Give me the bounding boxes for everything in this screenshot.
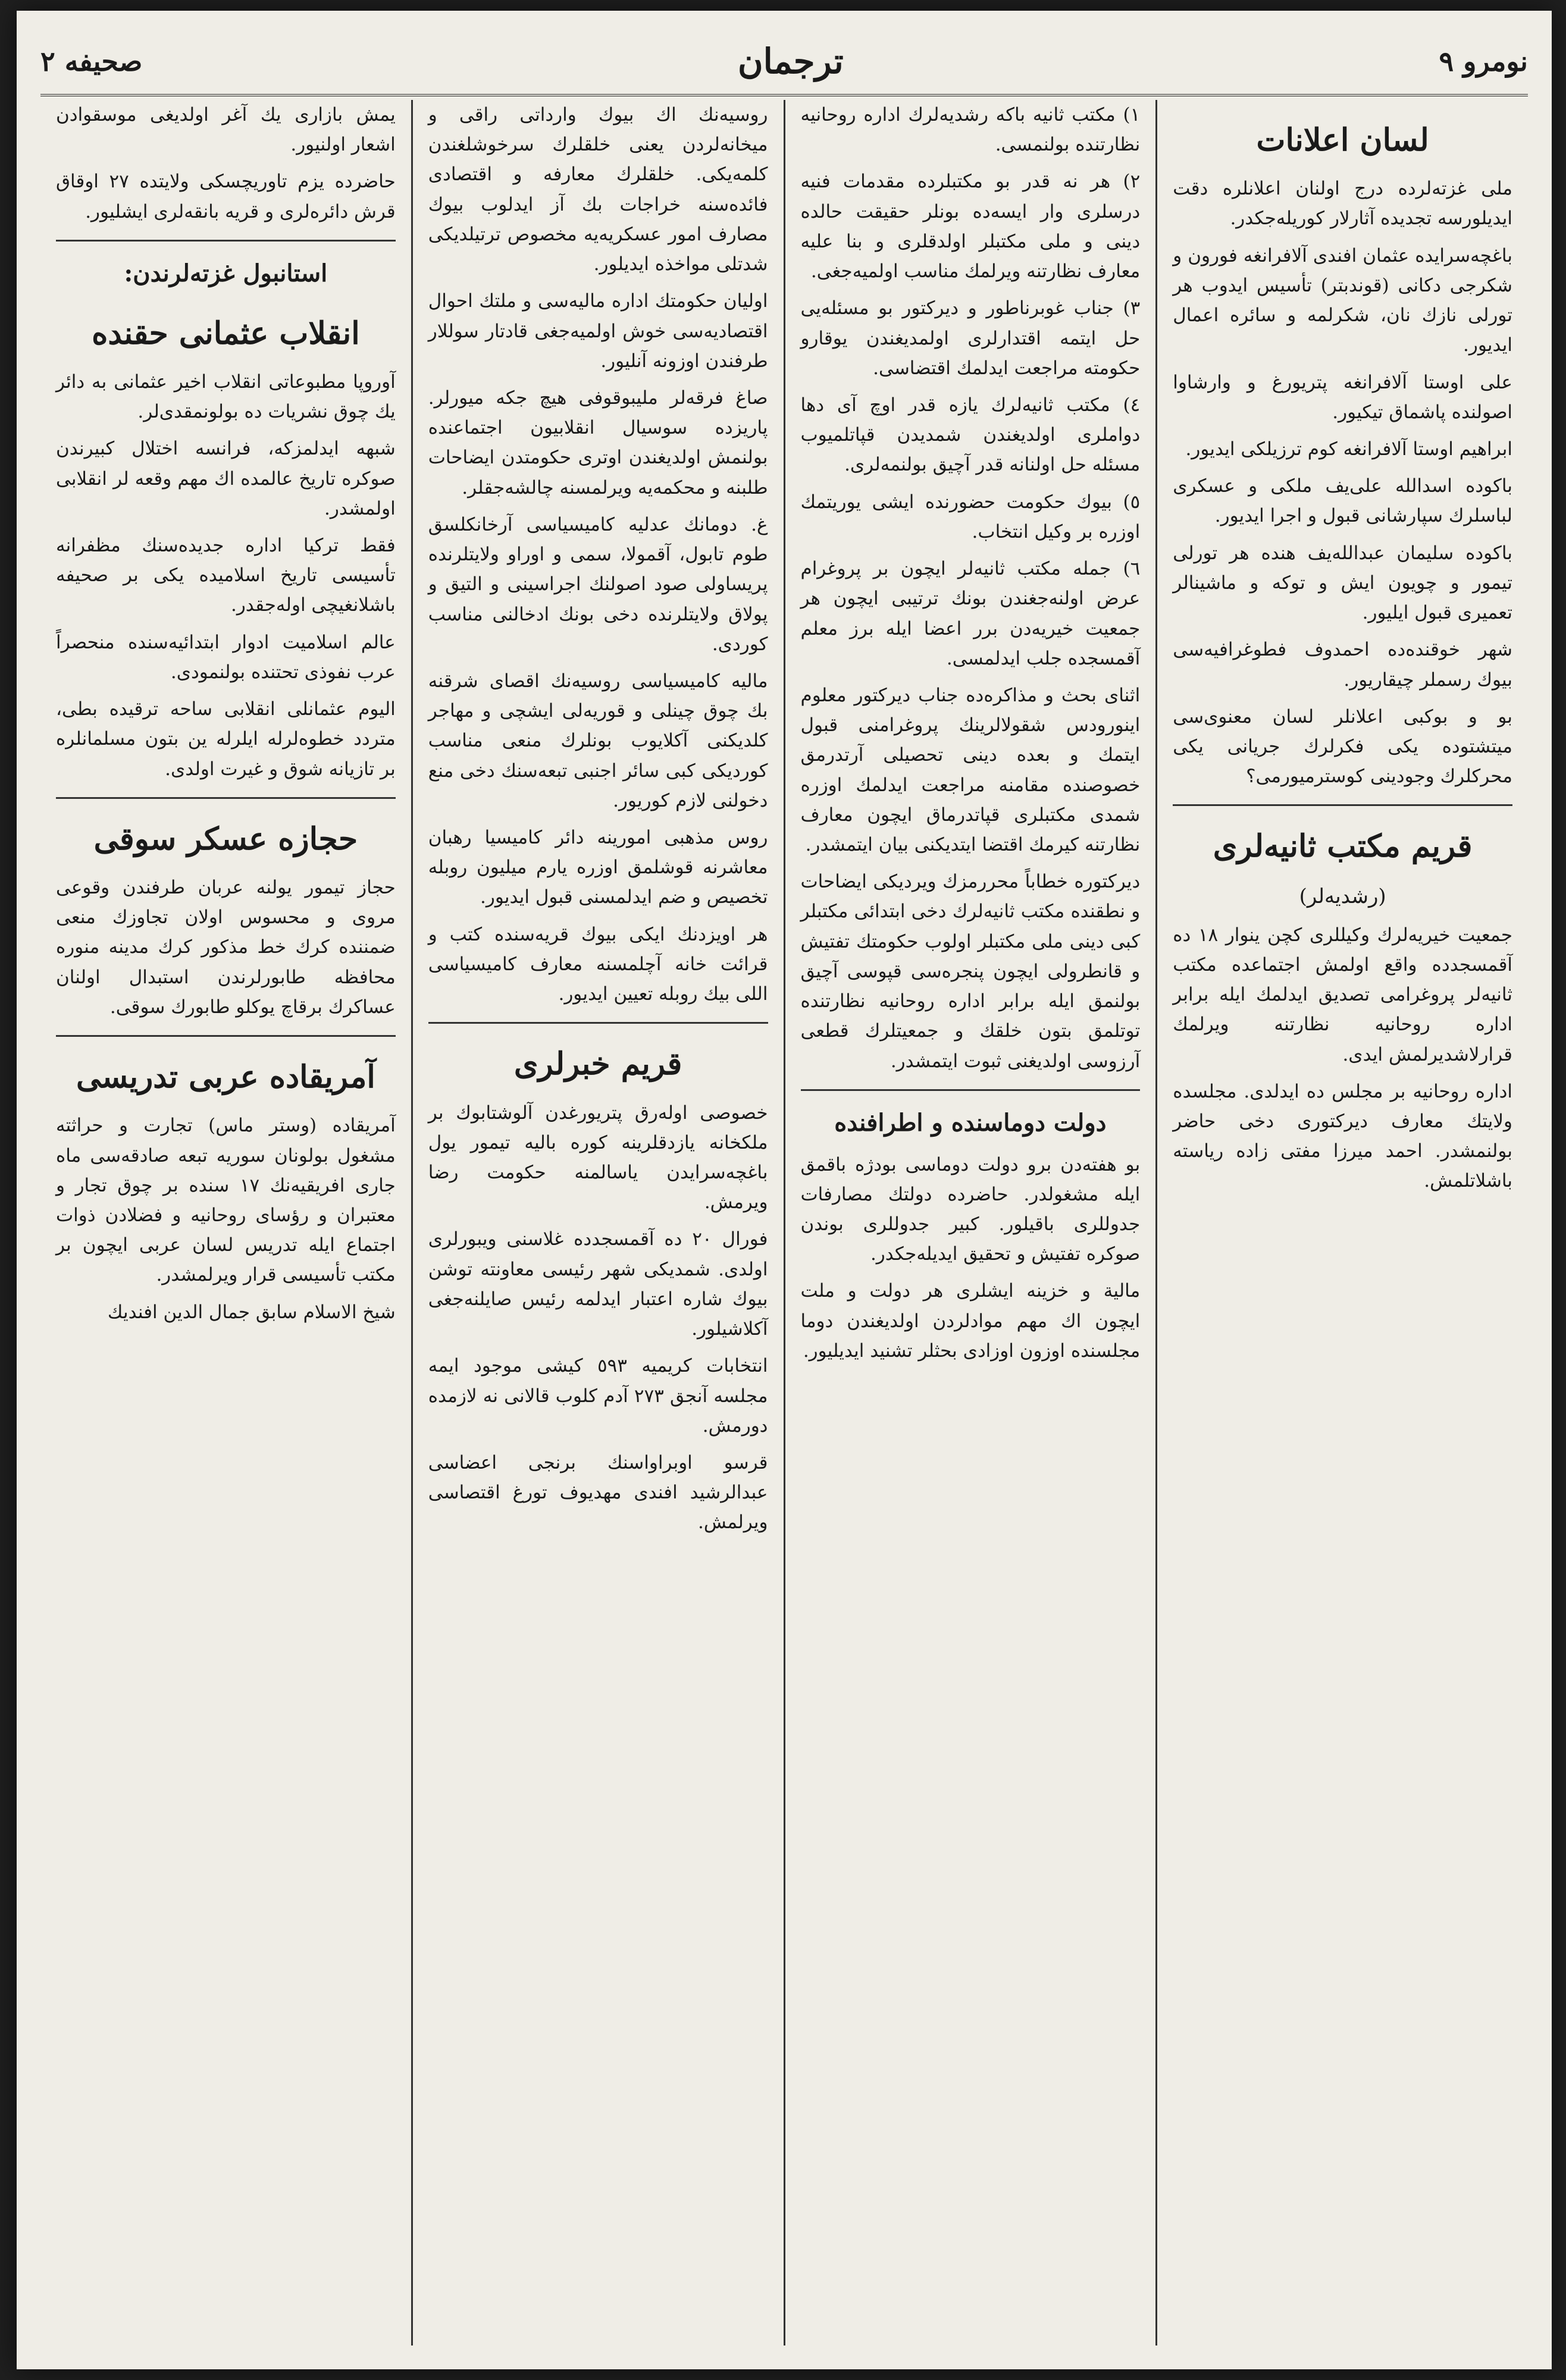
article-paragraph: هر اويزدنك ايكى بيوك قريه‌سنده كتب و قرائت خانه آچلمسنه معارف كاميسيا‌سى اللى بيك روبله تعيين ايديور. — [428, 923, 768, 1005]
ad-paragraph: ملى غزته‌لرده درج اولنان اعلانلره دقت ايديلورسه تجديده آثارلار كوريله‌جكدر. — [1173, 178, 1512, 230]
ad-paragraph: على اوستا آلافرانغه پتريورغ و وارشاوا اصولنده پاشماق تيكيور. — [1173, 371, 1512, 423]
article-paragraph: حاضرده يزم تاوريچسكى ولايتده ٢٧ اوقاق قرش دائره‌لرى و قريه بانقه‌لرى ايشليور. — [56, 171, 396, 222]
page-number: صحيفه ٢ — [40, 45, 143, 77]
article-paragraph: قرسو اوبراواسنك برنجى اعضاسى عبدالرشيد افندى مهديوف تورغ اقتصاسى ويرلمش. — [428, 1451, 768, 1534]
article-paragraph: حجاز تيمور يولنه عربان طرفندن وقوعى مروى و محسوس اولان تجاوزك منعى ضمننده كرك خط مذكور كرك مدينه منوره محافظه طابورلرندن استبدال اولنان عساكرك برقاچ يوكلو طابورك سوقى. — [56, 876, 396, 1018]
divider — [56, 1035, 396, 1037]
divider — [56, 240, 396, 242]
section-title-ottoman-revolution: انقلاب عثمانى حقنده — [92, 315, 360, 352]
section-title-ads: لسان اعلانات — [1256, 122, 1429, 158]
article-paragraph: ديركتوره خطاباً محررمزك ويرديكى ايضاحات و نطقنده مكتب ثانيه‌لرك دخى ابتدائى مكتبلر كبى دينى ملى مكتبلر اولوب حكومتك تفتيش و قانطرولى ايچون پنجره‌سى قپوسى آچيق بولنمق ايله برابر اداره روحانيه نظارتنده توتلمق بتون خلقك و جمعيتلرك قطعى آرزوسى اولديغنى ثبوت ايتمشدر. — [800, 871, 1141, 1072]
ad-paragraph: ابراهيم اوستا آلافرانغه كوم ترزيلكى ايديور. — [1185, 438, 1512, 460]
ad-paragraph: بو و بوكبى اعلانلر لسان معنوى‌سى ميتشتوده يكى فكرلرك جريانى يكى محركلرك وجودينى كوسترميورمى؟ — [1173, 705, 1512, 788]
issue-number: نومرو ٩ — [1439, 45, 1528, 77]
ad-paragraph: باكوده اسدالله على‌يف ملكى و عسكرى لباسلرك سپارشانى قبول و اجرا ايديور. — [1173, 475, 1512, 527]
article-paragraph: اليوم عثمانلى انقلابى ساحه ترقيده بطى، متردد خطوه‌لرله ايلرله ين بتون مسلمانلره بر تازيانه شوق و غيرت اولدى. — [56, 698, 396, 780]
article-paragraph: فقط تركيا اداره جديده‌سنك مظفرانه تأسيسى تاريخ اسلاميده يكى بر صحيفه باشلانغيچى اوله‌جقدر. — [56, 535, 396, 616]
masthead: ترجمان — [737, 41, 844, 81]
newspaper-page — [17, 11, 1552, 2369]
article-paragraph: ٢) هر نه قدر بو مكتبلرده مقدمات فنيه درسلرى وار ايسه‌ده بونلر حقيقت حالده دينى و ملى مكتبلر اولدقلرى و بنا عليه معارف نظارتنه ويرلمك مناسب اولميه‌جغى. — [800, 171, 1141, 283]
section-title-america-arabic: آمريقاده عربى تدريسى — [76, 1059, 375, 1096]
article-paragraph: يمش بازارى يك آغر اولديغى موسقوادن اشعار اولنيور. — [56, 104, 396, 156]
article-paragraph: روسيه‌نك اك بيوك وارداتى راقى و ميخانه‌لردن يعنى خلقلرك سرخوشلغندن كلمه‌يكى. خلقلرك معارفه و اقتصادى فائده‌سنه خراجات بك آز ايدلوب بيوك مصارف امور عسكريه‌يه مخصوص ترتيلديكى شدتلى مواخذه ايديلور. — [428, 104, 768, 275]
article-paragraph: آوروپا مطبوعاتى انقلاب اخير عثمانى به دائر يك چوق نشريات ده بولونمقدى‌لر. — [56, 371, 396, 423]
article-paragraph: اوليان حكومتك اداره ماليه‌سى و ملتك احوال اقتصاديه‌سى خوش اولميه‌جغى قادتار سوللار طرفندن اوزونه آنليور. — [428, 290, 768, 372]
columns — [40, 100, 1528, 2345]
page-header — [40, 29, 1528, 96]
article-paragraph: خصوصى اوله‌رق پتريورغدن آلوشتابوك بر ملكخانه يازدقلرينه كوره باليه تيمور يول باغچه‌سرايدن ياسالمنه حكومت رضا ويرمش. — [428, 1102, 768, 1213]
divider — [801, 1089, 1141, 1091]
article-paragraph: اداره روحانيه بر مجلس ده ايدلدى. مجلسده ولايتك معارف ديركتورى دخى حاضر بولنمشدر. احمد ميرزا مفتى زاده رياسته باشلاتلمش. — [1173, 1080, 1512, 1192]
article-paragraph: ٣) جناب غوبرناطور و ديركتور بو مسئله‌يى حل ايتمه اقتدارلرى اولمديغندن يوقارو حكومته مراجعت ايدلمك اقتضاسى. — [800, 297, 1141, 379]
article-paragraph: آمريقاده (وستر ماس) تجارت و حراثته مشغول بولونان سوريه تبعه صادقه‌سى ماه جارى افريقيه‌نك ١٧ سنده بر چوق تجار و معتبران و رؤساى روحانيه و فضلادن ذوات اجتماع ايله تدريس لسان عربى ايچون بر مكتب تأسيسى قرار ويرلمشدر. — [56, 1115, 396, 1286]
section-title-crimea-schools: قريم مكتب ثانيه‌لرى — [1213, 828, 1473, 865]
section-title-crimea-news: قريم خبرلرى — [513, 1046, 682, 1083]
article-paragraph: ٥) بيوك حكومت حضورنده ايشى يوريتمك اوزره بر وكيل انتخاب. — [800, 491, 1141, 543]
article-paragraph: غ. دومانك عدليه كاميسياسى آرخانكلسق طوم تابول، آقمولا، سمى و اوراو ولايتلرنده پريساولى صود اصولنك اجراسينى و التيق و پولاق ولايتلرنده دخى بونك ادخالنى مناسب كوردى. — [428, 513, 768, 655]
article-paragraph: صاغ فرقه‌لر مليبوقوفى هيچ جكه ميورلر. پاريزده سوسيال انقلابيون اجتماعنده بولنمش اولديغندن اوترى حكومتدن ايضاحات طلبنه و محكمه‌يه ويرلمسنه چالشه‌جقلر. — [428, 387, 768, 498]
section-title-duma: دولت دوماسنده و اطرافنده — [834, 1108, 1107, 1137]
article-paragraph: مالية و خزينه ايشلرى هر دولت و ملت ايچون اك مهم موادلردن اولديغندن دوما مجلسنده اوزون اوزادى بحثلر تشنيد ايديليور. — [800, 1280, 1141, 1362]
column-1 — [1155, 100, 1528, 2345]
article-paragraph: شبهه ايدلمزكه، فرانسه اختلال كبيرندن صوكره تاريخ عالمده اك مهم وقعه لر انقلابى اولمشدر. — [56, 438, 396, 519]
divider — [428, 1022, 768, 1024]
article-paragraph: بو هفته‌دن برو دولت دوماسى بودژه باقمق ايله مشغولدر. حاضرده دولتك مصارفات جدوللرى باقيلور. كبير جدوللرى بوندن صوكره تفتيش و تحقيق ايديله‌جكدر. — [800, 1153, 1141, 1265]
article-paragraph: اثناى بحث و مذاكره‌ده جناب ديركتور معلوم اينورودس شقولالرينك پروغرامنى قبول ايتمك و بعده دينى تحصيلى آرتدرمق خصوصنده مقامنه مراجعت ايدلمك اوزره شمدى مكتبلرى قپاتدرماق ايچون معارف نظارتنه كيرمك اقتضا ايتديكنى بيان ايتمشدر. — [800, 684, 1141, 856]
article-paragraph: ٦) جمله مكتب ثانيه‌لر ايچون بر پروغرام عرض اولنه‌جغندن بونك ترتيبى ايچون هر جمعيت خيريه‌دن برر اعضا ايله برز معلم آقمسجده جلب ايدلمسى. — [800, 558, 1141, 669]
article-paragraph: روس مذهبى امورينه دائر كاميسيا رهبان معاشرنه قوشلمق اوزره يارم ميليون روبله تخصيص و ضم ايدلمسنى قبول ايديور. — [428, 827, 768, 908]
article-paragraph: انتخابات كريميه ٥٩٣ كيشى موجود ايمه مجلسه آنجق ٢٧٣ آدم كلوب قالانى نه لازمده دورمش. — [428, 1355, 768, 1437]
divider — [56, 797, 396, 799]
section-title-istanbul: استانبول غزته‌لرندن: — [124, 259, 328, 287]
article-paragraph: ١) مكتب ثانيه باكه رشديه‌لرك اداره روحانيه نظارتنده بولنمسى. — [800, 104, 1141, 156]
column-4 — [40, 100, 411, 2345]
column-2 — [784, 100, 1156, 2345]
section-subtitle: (رشديه‌لر) — [1299, 884, 1386, 908]
column-3 — [411, 100, 784, 2345]
article-paragraph: فورال ٢٠ ده آقمسجدده غلاسنى ويبورلرى اولدى. شمديكى شهر رئيسى معاونته توشن بيوك شاره اعتبار ايدلمه رئيس صايلنه‌جغى آكلاشيلور. — [428, 1228, 768, 1340]
article-paragraph: ماليه كاميسياسى روسيه‌نك اقصاى شرقنه بك چوق چينلى و قوريه‌لى ايشچى و مهاجر كلديكنى آكلايوب بونلرك منعى مناسب كورديكى كبى سائر اجنبى تبعه‌سنك دخى منع دخولنى لازم كوريور. — [428, 670, 768, 811]
article-paragraph: ٤) مكتب ثانيه‌لرك يازه قدر اوچ آى دها دواملرى اولديغندن شمديدن قپاتلميوب مسئله حل اولنانه قدر آچيق بولنمه‌لرى. — [800, 394, 1141, 476]
ad-paragraph: باغچه‌سرايده عثمان افندى آلافرانغه فورون و شكرجى دكانى (قوندبتر) تأسيس ايدوب هر تورلى نازك نان، شكرلمه و سائره اعمال ايديور. — [1173, 244, 1512, 356]
ad-paragraph: باكوده سليمان عبدالله‌يف هنده هر تورلى تيمور و چويون ايش و توكه و ماشينالر تعميرى قبول ايليور. — [1173, 542, 1512, 624]
article-paragraph: جمعيت خيريه‌لرك وكيللرى كچن ينوار ١٨ ده آقمسجدده واقع اولمش اجتماعده مكتب ثانيه‌لر پروغرامى تصديق ايدلمك ايله برابر اداره روحانيه نظارتنه ويرلمك قرارلاشديرلمش ايدى. — [1173, 924, 1512, 1065]
signature-line: شيخ الاسلام سابق جمال الدين افنديك — [107, 1301, 396, 1323]
article-paragraph: عالم اسلاميت ادوار ابتدائيه‌سنده منحصراً عرب نفوذى تحتنده بولنمودى. — [56, 631, 396, 683]
ad-paragraph: شهر خوقنده‌ده احمدوف فطوغرافيه‌سى بيوك رسملر چيقاريور. — [1173, 639, 1512, 691]
divider — [1173, 804, 1512, 806]
section-title-hejaz: حجازه عسكر سوقى — [93, 820, 358, 857]
